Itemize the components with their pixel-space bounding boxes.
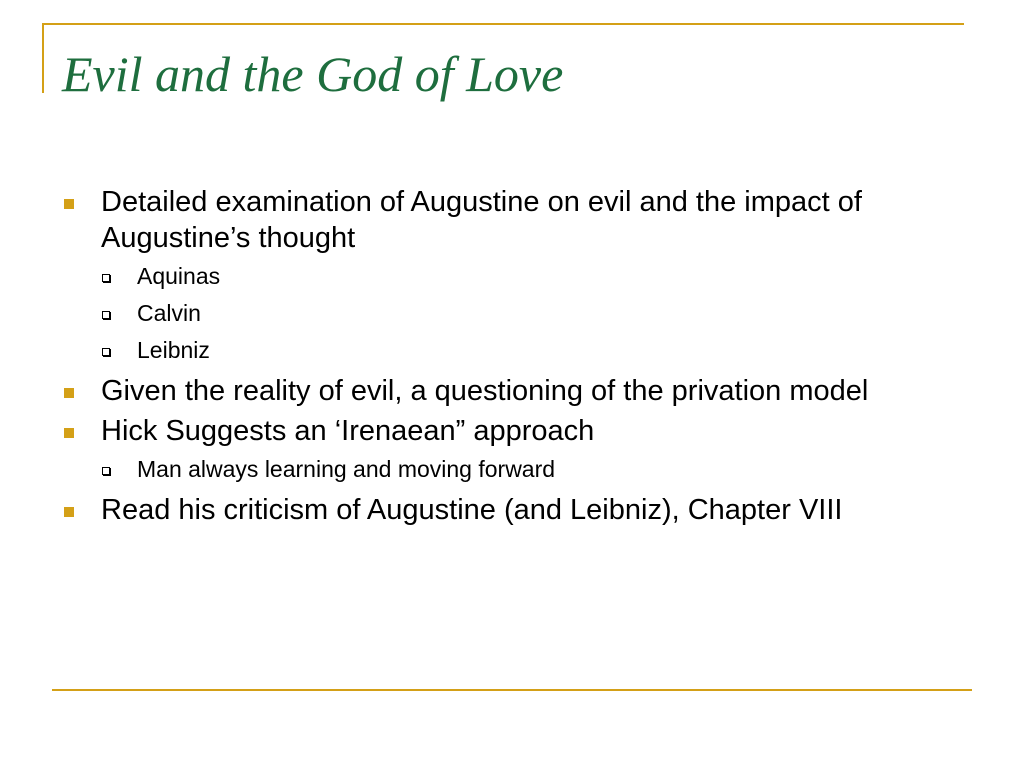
sub-bullet-text: Calvin <box>137 300 201 326</box>
square-bullet-icon <box>64 199 74 209</box>
slide-title: Evil and the God of Love <box>62 46 564 102</box>
hollow-square-bullet-icon <box>102 274 110 282</box>
square-bullet-icon <box>64 388 74 398</box>
frame-left-line <box>42 23 44 93</box>
bullet-item <box>64 413 969 449</box>
square-bullet-icon <box>64 428 74 438</box>
bullet-item <box>64 184 969 256</box>
sub-bullet-item <box>64 299 969 327</box>
square-bullet-icon <box>64 507 74 517</box>
sub-bullet-text: Aquinas <box>137 263 221 289</box>
bullet-text: Given the reality of evil, a questioning of the privation model <box>101 375 869 407</box>
bullet-item <box>64 373 969 409</box>
bullet-item <box>64 492 969 528</box>
frame-top-line <box>42 23 964 25</box>
bullet-list <box>64 184 969 532</box>
sub-bullet-item <box>64 262 969 290</box>
sub-bullet-text: Man always learning and moving forward <box>137 456 556 482</box>
sub-bullet-text: Leibniz <box>137 337 210 363</box>
sub-bullet-item <box>64 336 969 364</box>
hollow-square-bullet-icon <box>102 311 110 319</box>
hollow-square-bullet-icon <box>102 467 110 475</box>
bullet-text: Hick Suggests an ‘Irenaean” approach <box>101 415 595 447</box>
frame-bottom-line <box>52 689 972 691</box>
bullet-text: Detailed examination of Augustine on evil and the impact of Augustine’s thought <box>101 186 862 254</box>
bullet-text: Read his criticism of Augustine (and Leibniz), Chapter VIII <box>101 494 843 526</box>
sub-bullet-item <box>64 455 969 483</box>
hollow-square-bullet-icon <box>102 348 110 356</box>
